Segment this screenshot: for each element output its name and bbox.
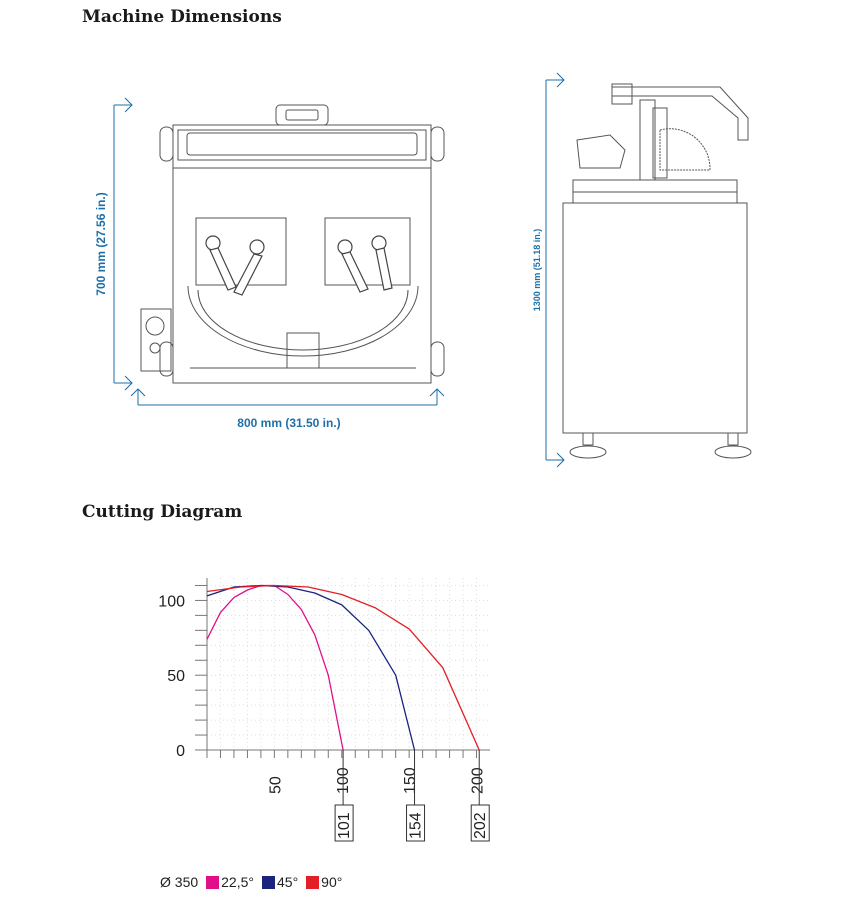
cutting-chart xyxy=(0,560,844,860)
legend-swatch-90 xyxy=(306,876,319,889)
front-width-label: 800 mm (31.50 in.) xyxy=(237,416,341,430)
legend-label-90: 90° xyxy=(321,874,343,890)
max-marker-label: 101 xyxy=(336,812,354,839)
x-tick-label: 50 xyxy=(267,776,285,794)
legend-swatch-45 xyxy=(262,876,275,889)
chart-legend xyxy=(160,874,342,890)
chart-x-ticks xyxy=(267,767,486,794)
side-height-label: 1300 mm (51.18 in.) xyxy=(532,228,542,312)
legend-label-45: 45° xyxy=(277,874,299,890)
chart-max-markers xyxy=(335,750,489,841)
series-line-0 xyxy=(207,586,343,751)
chart-grid xyxy=(207,578,490,750)
max-marker-label: 202 xyxy=(472,812,490,839)
front-handle xyxy=(276,105,328,125)
y-tick-label: 0 xyxy=(176,743,185,760)
y-tick-label: 50 xyxy=(167,668,185,686)
y-tick-label: 100 xyxy=(158,593,185,611)
front-height-label: 700 mm (27.56 in.) xyxy=(94,192,108,296)
x-tick-label: 200 xyxy=(469,767,487,794)
legend-blade-label: Ø 350 xyxy=(160,874,199,890)
legend-swatch-22-5 xyxy=(206,876,219,889)
legend-label-22-5: 22,5° xyxy=(221,874,254,890)
chart-y-ticks xyxy=(158,593,185,760)
max-marker-label: 154 xyxy=(407,812,425,839)
series-line-1 xyxy=(207,586,415,751)
side-view-drawing xyxy=(563,84,751,458)
cutting-diagram-heading: Cutting Diagram xyxy=(82,502,243,522)
machine-dimensions-heading: Machine Dimensions xyxy=(82,7,282,27)
x-tick-label: 150 xyxy=(402,767,420,794)
x-tick-label: 100 xyxy=(334,767,352,794)
